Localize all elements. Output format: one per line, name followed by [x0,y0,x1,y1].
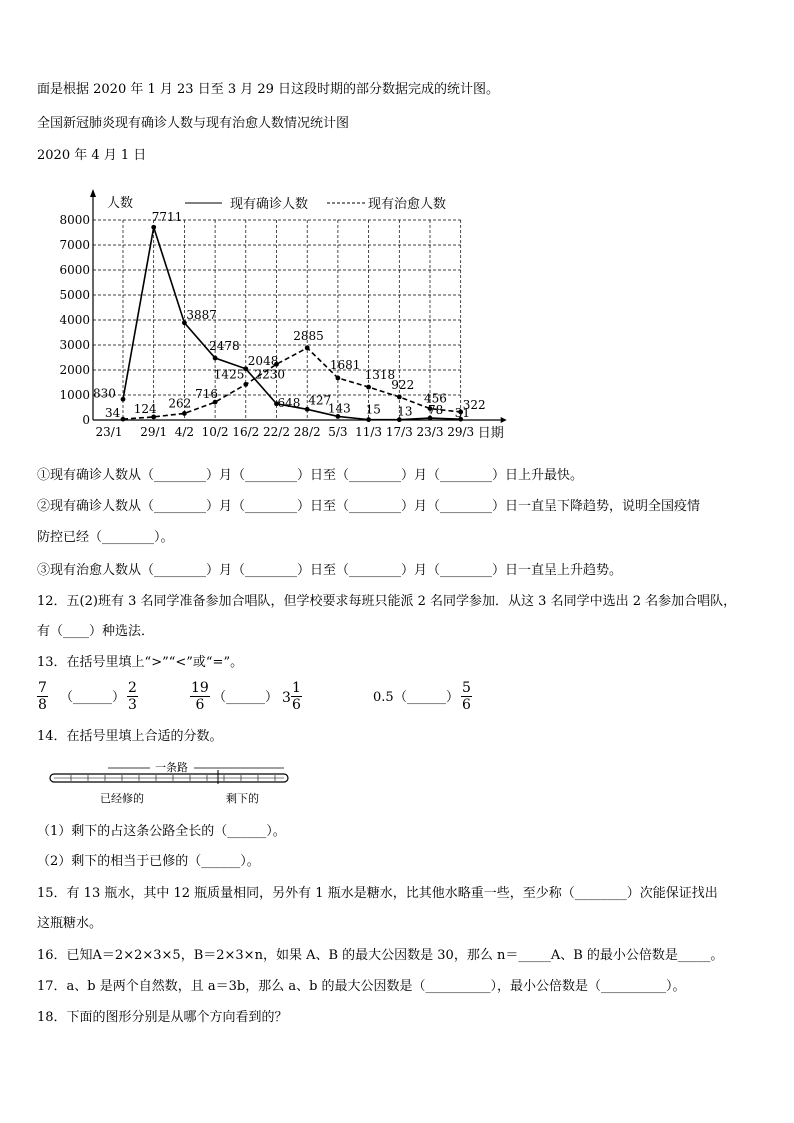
line-chart [59,183,530,445]
x-tick-label: 5/3 [328,425,348,439]
q12-line2: 有（____）种选法． [37,624,155,639]
x-tick-label: 16/2 [232,425,260,439]
q13-item2-whole: 3 [282,690,291,706]
q11-a: ①现有确诊人数从（________）月（________）日至（________）月（________）日上升最快。 [37,468,584,483]
chart-title: 全国新冠肺炎现有确诊人数与现有治愈人数情况统计图 [37,116,350,131]
denominator: 8 [38,697,47,713]
data-point-cured [366,385,371,390]
data-label-cured: 456 [424,391,447,406]
y-axis-arrow [90,189,96,197]
numerator: 19 [191,680,209,696]
q14-text: 14．在括号里填上合适的分数。 [37,729,223,744]
y-axis-label: 人数 [107,196,134,211]
q13-item3-left: 0.5 [373,690,394,705]
q16-text: 16．已知A＝2×2×3×5，B＝2×3×n，如果 A、B 的最大公因数是 30，那么 n＝_____A、B 的最小公倍数是_____。 [37,948,724,963]
done-label: 已经修的 [100,792,144,805]
data-label-cured: 1318 [364,368,396,383]
data-label-confirmed: 143 [327,401,351,416]
legend-label-cured: 现有治愈人数 [368,197,447,212]
data-point-confirmed [305,407,310,412]
data-label-cured: 1681 [329,357,361,372]
q13-item1-left-fraction [37,680,48,713]
data-label-cured: 716 [195,387,219,402]
q13-item3-right-fraction [461,680,472,713]
x-tick-label: 17/3 [385,425,413,439]
q13-item1-blank[interactable]: （______） [60,690,126,705]
data-point-cured [121,417,126,422]
x-tick-label: 10/2 [201,425,229,439]
denominator: 6 [462,697,471,713]
x-tick-label: 4/2 [174,425,195,439]
y-tick-label: 8000 [59,213,90,227]
data-label-confirmed: 15 [365,402,381,417]
data-label-cured: 922 [391,377,415,392]
numerator: 1 [292,680,301,696]
y-tick-label: 5000 [59,288,90,302]
data-label-confirmed: 3887 [186,307,217,322]
q11-b-line2: 防控已经（________）。 [37,530,174,545]
data-label-confirmed: 2478 [209,339,240,354]
data-label-cured: 124 [133,401,157,416]
q14-sub1: （1）剩下的占这条公路全长的（______）。 [37,824,286,839]
data-label-confirmed: 2048 [247,353,279,368]
y-tick-label: 6000 [59,263,90,277]
q17-text: 17．a、b 是两个自然数，且 a＝3b，那么 a、b 的最大公因数是（__________），最小公倍数是（__________）。 [37,979,686,994]
x-axis-label: 日期 [477,426,504,441]
data-label-confirmed: 648 [277,395,301,410]
data-point-confirmed [121,397,126,402]
q13-item1-right-fraction [127,680,138,713]
data-point-cured [336,376,341,381]
x-tick-label: 23/1 [95,425,123,439]
x-tick-label: 28/2 [293,425,321,439]
data-label-confirmed: 7711 [151,210,183,225]
data-label-confirmed: 31 [454,406,470,421]
x-tick-label: 11/3 [355,425,383,439]
data-point-confirmed [366,417,371,422]
road-diagram [48,762,292,810]
data-label-cured: 1425 [213,367,245,382]
data-point-cured [243,382,248,387]
y-tick-label: 1000 [59,388,90,402]
data-label-cured: 2230 [254,367,286,382]
denominator: 3 [128,697,137,713]
q13-text: 13．在括号里填上“>”“<”或“=”。 [37,655,244,670]
data-label-cured: 262 [168,396,192,411]
road-label: 一条路 [155,761,188,774]
q13-item3-blank[interactable]: （______） [394,690,460,705]
numerator: 5 [462,680,471,696]
data-label-confirmed: 13 [397,404,413,419]
data-label-confirmed: 427 [308,393,332,408]
data-label-cured: 34 [105,406,121,421]
q13-item2-left-fraction [190,680,210,713]
denominator: 6 [292,697,301,713]
x-tick-label: 22/2 [263,425,290,439]
y-tick-label: 7000 [59,238,90,252]
y-tick-label: 3000 [59,338,90,352]
data-point-cured [397,395,402,400]
denominator: 6 [195,697,205,713]
chart-date: 2020 年 4 月 1 日 [37,148,147,163]
data-label-cured: 2885 [293,328,324,343]
q13-item2-right-fraction [291,680,302,713]
numerator: 7 [38,680,47,696]
data-point-confirmed [151,225,156,230]
q11-c: ③现有治愈人数从（________）月（________）日至（________）月（________）日一直呈上升趋势。 [37,563,623,578]
y-tick-label: 4000 [59,313,90,327]
q18-text: 18．下面的图形分别是从哪个方向看到的？ [37,1010,288,1025]
q14-sub2: （2）剩下的相当于已修的（______）。 [37,854,260,869]
q15-line2: 这瓶糖水。 [37,916,103,931]
x-tick-label: 23/3 [416,425,444,439]
y-tick-label: 2000 [59,363,90,377]
data-label-cured: 322 [462,397,486,412]
numerator: 2 [128,680,137,696]
data-label-confirmed: 830 [93,386,116,401]
q15-line1: 15．有 13 瓶水，其中 12 瓶质量相同，另外有 1 瓶水是糖水，比其他水略重一些，至少称（________）次能保证找出 [37,886,718,901]
legend-label-confirmed: 现有确诊人数 [230,197,309,212]
data-point-confirmed [213,356,218,361]
x-tick-label: 29/1 [140,425,168,439]
remaining-label: 剩下的 [226,792,259,805]
q12-line1: 12．五(2)班有 3 名同学准备参加合唱队，但学校要求每班只能派 2 名同学参加．从这 3 名同学中选出 2 名参加合唱队， [37,594,737,609]
x-tick-label: 29/3 [447,425,475,439]
y-tick-label: 0 [82,413,90,427]
q13-item2-blank[interactable]: （______） [213,690,279,705]
data-point-cured [182,411,187,416]
q11-b-line1: ②现有确诊人数从（________）月（________）日至（________）月（________）日一直呈下降趋势，说明全国疫情 [37,499,701,514]
data-label-confirmed: 78 [428,403,444,418]
intro-line: 面是根据 2020 年 1 月 23 日至 3 月 29 日这段时期的部分数据完成的统计图。 [37,82,500,97]
data-point-cured [305,345,310,350]
x-axis-arrow [501,417,507,423]
